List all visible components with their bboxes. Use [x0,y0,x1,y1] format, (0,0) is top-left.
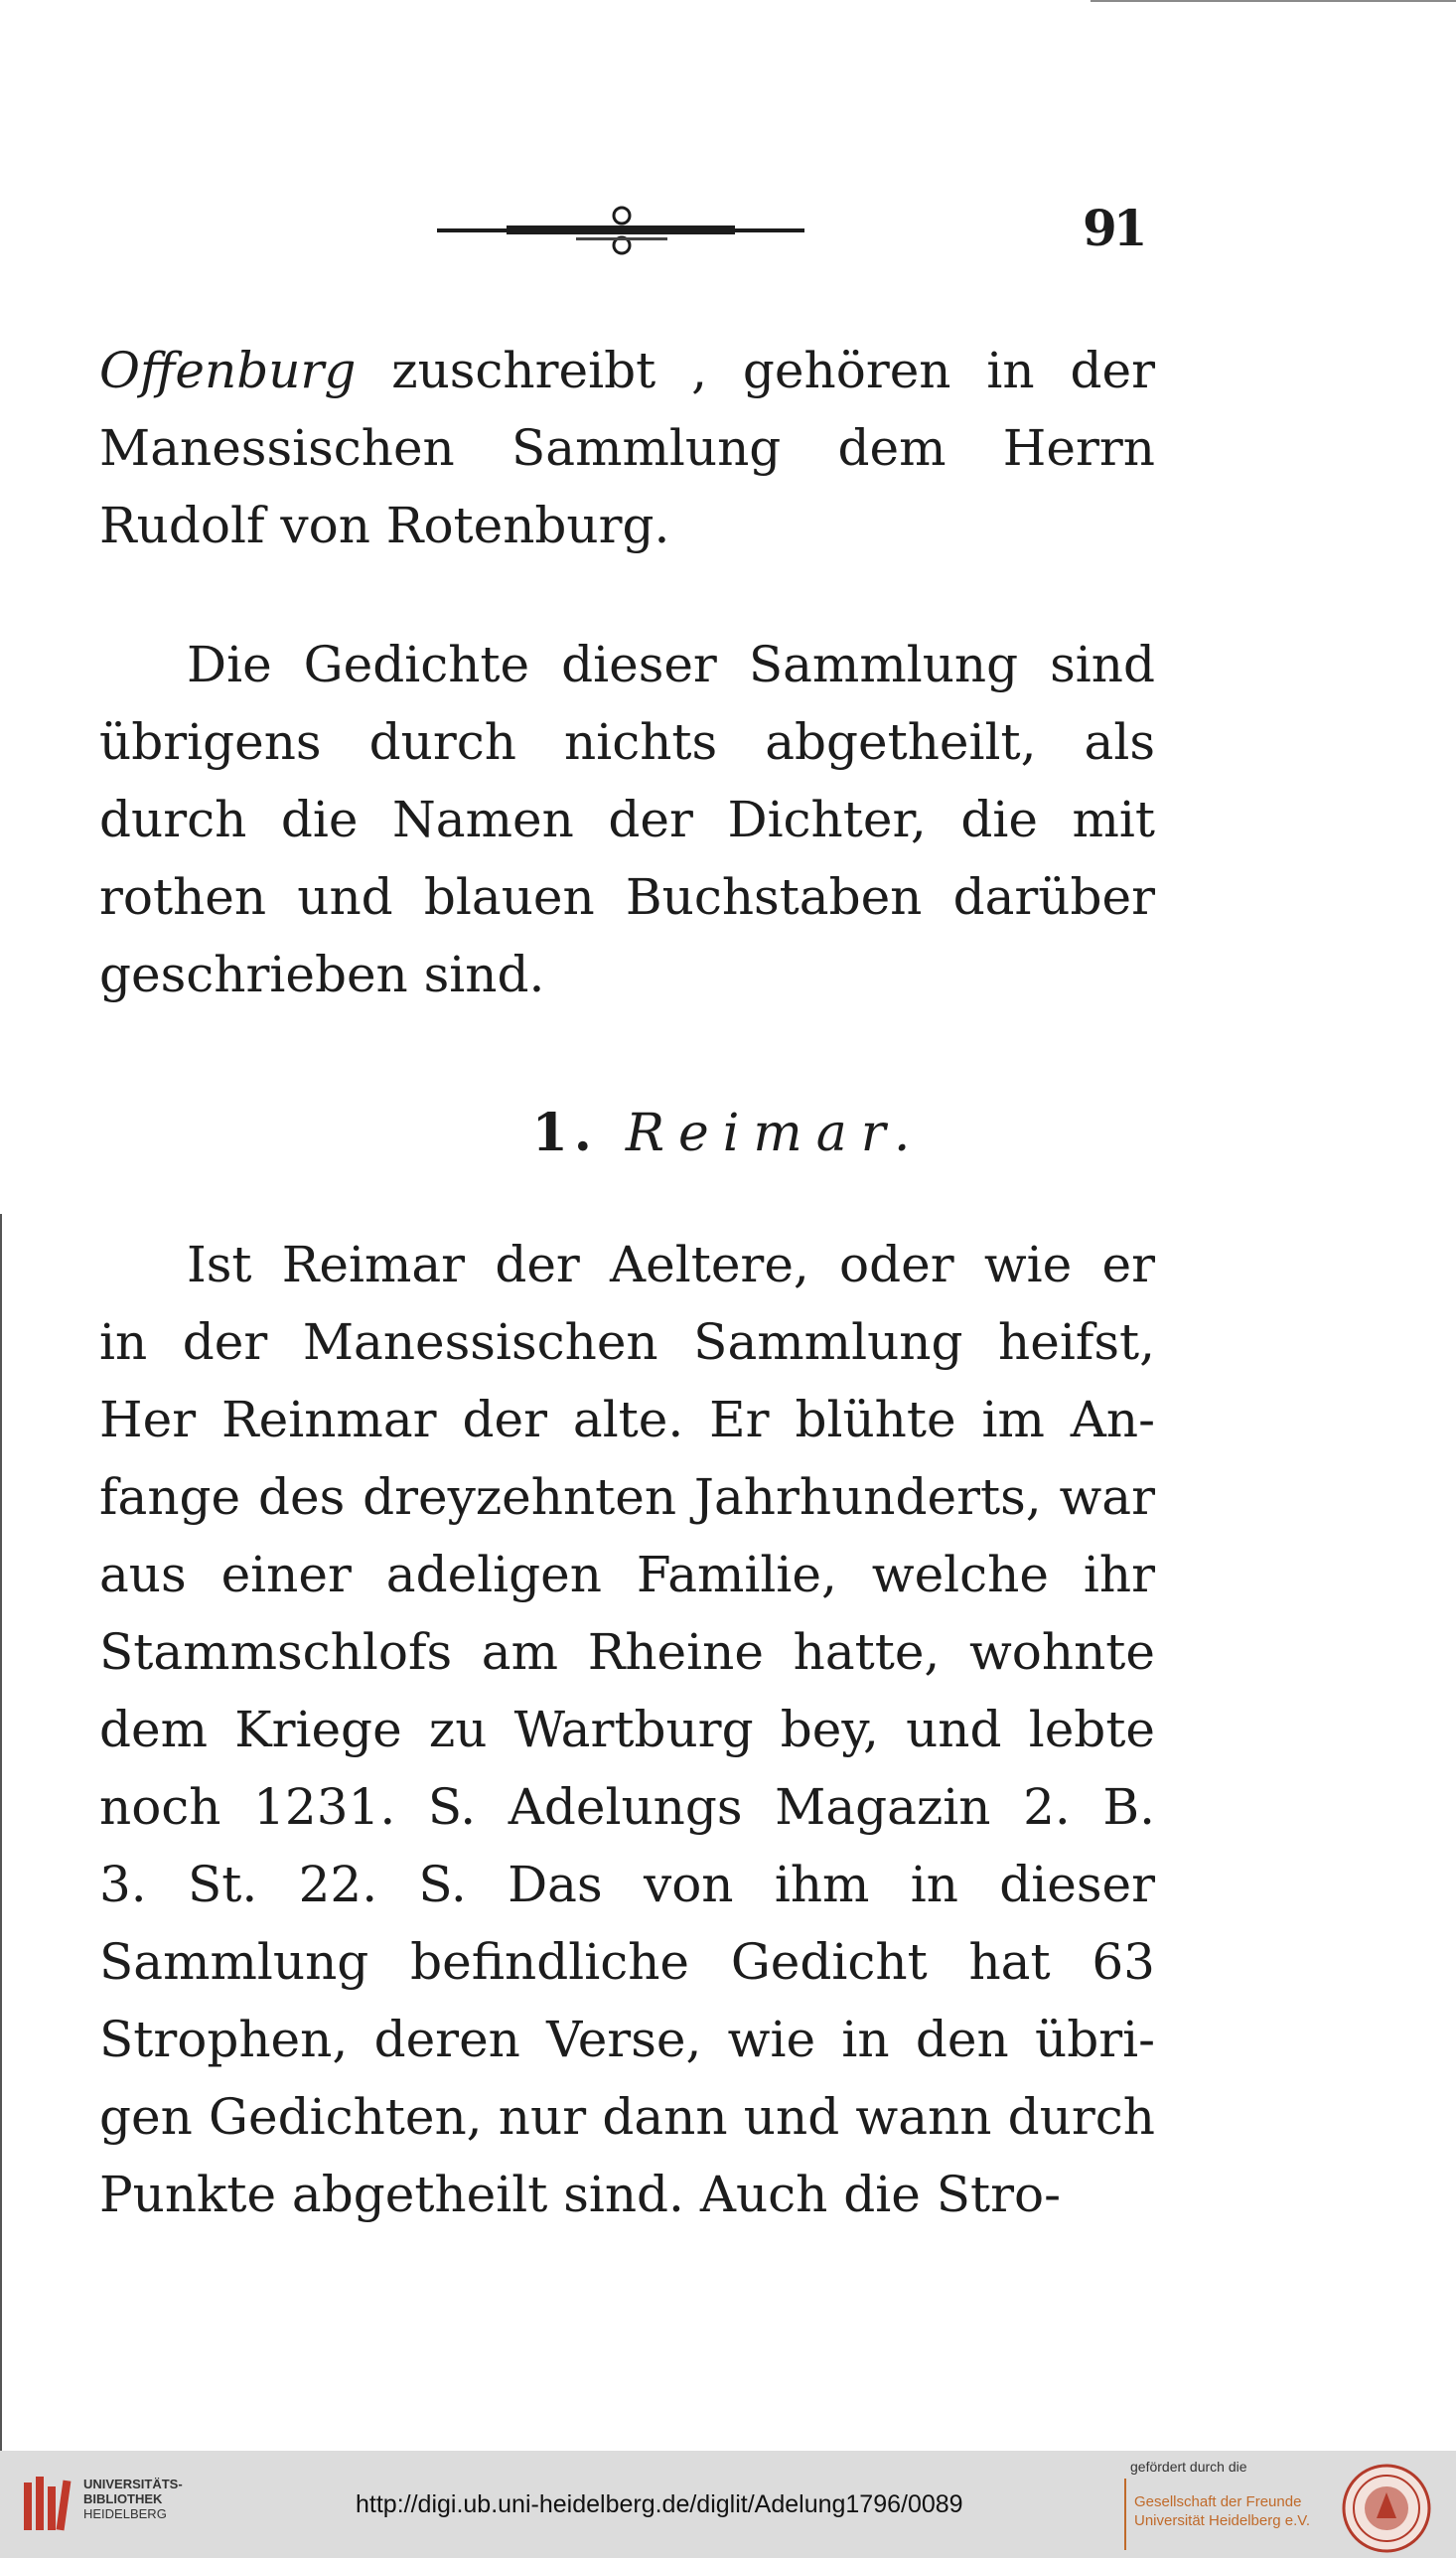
text-run: rothen und blauen Buchstaben darüber [99,868,1155,926]
text-line [99,409,1155,487]
text-line [99,626,1155,703]
text-line [99,1226,1155,1303]
text-run: Strophen, deren Verse, wie in den übri- [99,2011,1155,2068]
sponsor-name-line-2: Universität Heidelberg e.V. [1134,2512,1311,2529]
sponsor-name [1134,2492,1310,2530]
text-run: gen Gedichten, nur dann und wann durch [99,2088,1155,2146]
text-run: aus einer adeligen Familie, welche ihr [99,1546,1155,1603]
text-line [99,1846,1155,1923]
sponsor-divider [1124,2479,1126,2550]
text-run: Rudolf von Rotenburg. [99,497,670,554]
top-edge-rule [1091,0,1456,2]
text-run: 3. St. 22. S. Das von ihm in dieser [99,1856,1155,1913]
digital-object-url-link[interactable]: http://digi.ub.uni-heidelberg.de/diglit/Adelung1796/0089 [356,2490,963,2518]
text-run: in der Manessischen Sammlung heifst, [99,1313,1155,1371]
text-run: Her Reinmar der alte. Er blühte im An- [99,1391,1155,1448]
university-library-name [83,2477,183,2521]
text-line [99,936,1155,1013]
text-line [99,858,1155,936]
footer-bar [0,2451,1456,2558]
text-run: Stammschlofs am Rheine hatte, wohnte [99,1623,1155,1681]
paragraph-reimar-biography [99,1226,1155,2233]
sponsor-label: gefördert durch die [1130,2459,1247,2475]
university-library-logo-icon [18,2473,73,2536]
text-line [99,487,1155,564]
text-run: Sammlung befindliche Gedicht hat 63 [99,1933,1155,1991]
library-name-line-2: BIBLIOTHEK [83,2491,163,2506]
text-line [99,1536,1155,1613]
text-line [99,2078,1155,2156]
text-line [99,2001,1155,2078]
text-line [99,332,1155,409]
library-name-line-3: HEIDELBERG [83,2506,167,2521]
left-edge-rule [0,1214,2,2451]
section-heading [0,1103,1456,1163]
section-number: 1. [531,1103,598,1163]
page-number: 91 [1083,199,1144,257]
text-run: Punkte abgetheilt sind. Auch die Stro- [99,2166,1061,2223]
italic-text: Offenburg [99,342,357,399]
sponsor-name-line-1: Gesellschaft der Freunde [1134,2493,1302,2510]
text-run: zuschreibt , gehören in der [356,342,1155,399]
header-ornament [437,202,804,261]
text-line [99,703,1155,781]
university-seal-icon [1341,2463,1432,2554]
text-line [99,2156,1155,2233]
text-run: fange des dreyzehnten Jahrhunderts, war [99,1468,1155,1526]
text-run: Ist Reimar der Aeltere, oder wie er [187,1236,1155,1293]
library-name-line-1: UNIVERSITÄTS- [83,2477,183,2491]
text-run: Manessischen Sammlung dem Herrn [99,419,1155,477]
text-line [99,1458,1155,1536]
text-line [99,1303,1155,1381]
text-line [99,781,1155,858]
text-run: übrigens durch nichts abgetheilt, als [99,713,1155,771]
paragraph-sammlung-description [99,626,1155,1013]
text-run: dem Kriege zu Wartburg bey, und lebte [99,1701,1155,1758]
text-line [99,1923,1155,2001]
text-run: noch 1231. S. Adelungs Magazin 2. B. [99,1778,1155,1836]
text-run: Die Gedichte dieser Sammlung sind [187,636,1155,693]
text-line [99,1691,1155,1768]
text-run: geschrieben sind. [99,946,545,1003]
text-line [99,1613,1155,1691]
section-title: Reimar. [625,1104,925,1163]
text-line [99,1768,1155,1846]
text-line [99,1381,1155,1458]
paragraph-continuation [99,332,1155,564]
text-run: durch die Namen der Dichter, die mit [99,791,1155,848]
